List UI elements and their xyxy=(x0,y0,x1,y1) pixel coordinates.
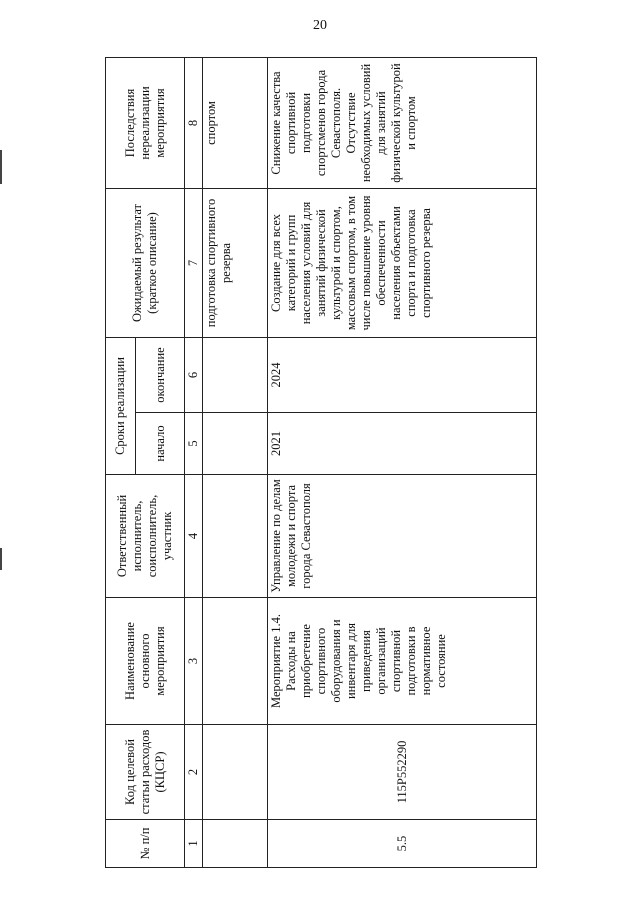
header-start: начало xyxy=(136,413,185,475)
header-executor: Ответственный исполнитель, соисполнитель, участник xyxy=(106,475,185,598)
column-number: 7 xyxy=(185,188,203,337)
header-result: Ожидаемый результат (краткое описание) xyxy=(106,188,185,337)
column-number: 1 xyxy=(185,820,203,868)
page-number: 20 xyxy=(313,18,327,33)
column-number: 2 xyxy=(185,725,203,820)
continuation-consequences: спортом xyxy=(203,57,268,188)
continuation-row xyxy=(203,57,268,867)
header-kcsr: Код целевой статьи расходов (КЦСР) xyxy=(106,725,185,820)
rotated-table-container xyxy=(105,58,537,868)
margin-mark xyxy=(0,150,2,184)
column-number: 6 xyxy=(185,337,203,412)
column-number: 5 xyxy=(185,413,203,475)
row-consequences: Снижение качества спортивной подготовки спортсменов города Севастополя. Отсутствие необходимых условий для занятий физической культурой и спортом xyxy=(268,57,537,188)
row-kcsr: 115P552290 xyxy=(268,725,537,820)
row-executor: Управление по делам молодежи и спорта города Севастополя xyxy=(268,475,537,598)
row-start-year: 2021 xyxy=(268,413,537,475)
column-number: 8 xyxy=(185,57,203,188)
continuation-result: подготовка спортивного резерва xyxy=(203,188,268,337)
row-end-year: 2024 xyxy=(268,337,537,412)
measures-table xyxy=(105,57,537,868)
column-number-row xyxy=(185,57,203,867)
column-number: 3 xyxy=(185,598,203,725)
table-row xyxy=(268,57,537,867)
header-end: окончание xyxy=(136,337,185,412)
rotated-table-area xyxy=(105,58,537,868)
header-timeline: Сроки реализации xyxy=(106,337,136,474)
column-number: 4 xyxy=(185,475,203,598)
row-number: 5.5 xyxy=(268,820,537,868)
margin-mark xyxy=(0,548,2,570)
row-expected-result: Создание для всех категорий и групп населения условий для занятий физической культурой и спортом, массовым спортом, в том числе повышение уровня обеспеченности населения объектами спорта и подготовка спортивного резерва xyxy=(268,188,537,337)
header-num: № п/п xyxy=(106,820,185,868)
row-measure-name: Мероприятие 1.4. Расходы на приобретение спортивного оборудования и инвентаря для приведения организаций спортивной подготовки в нормативное состояние xyxy=(268,598,537,725)
header-consequences: Последствия нереализации мероприятия xyxy=(106,57,185,188)
header-name: Наименование основного мероприятия xyxy=(106,598,185,725)
